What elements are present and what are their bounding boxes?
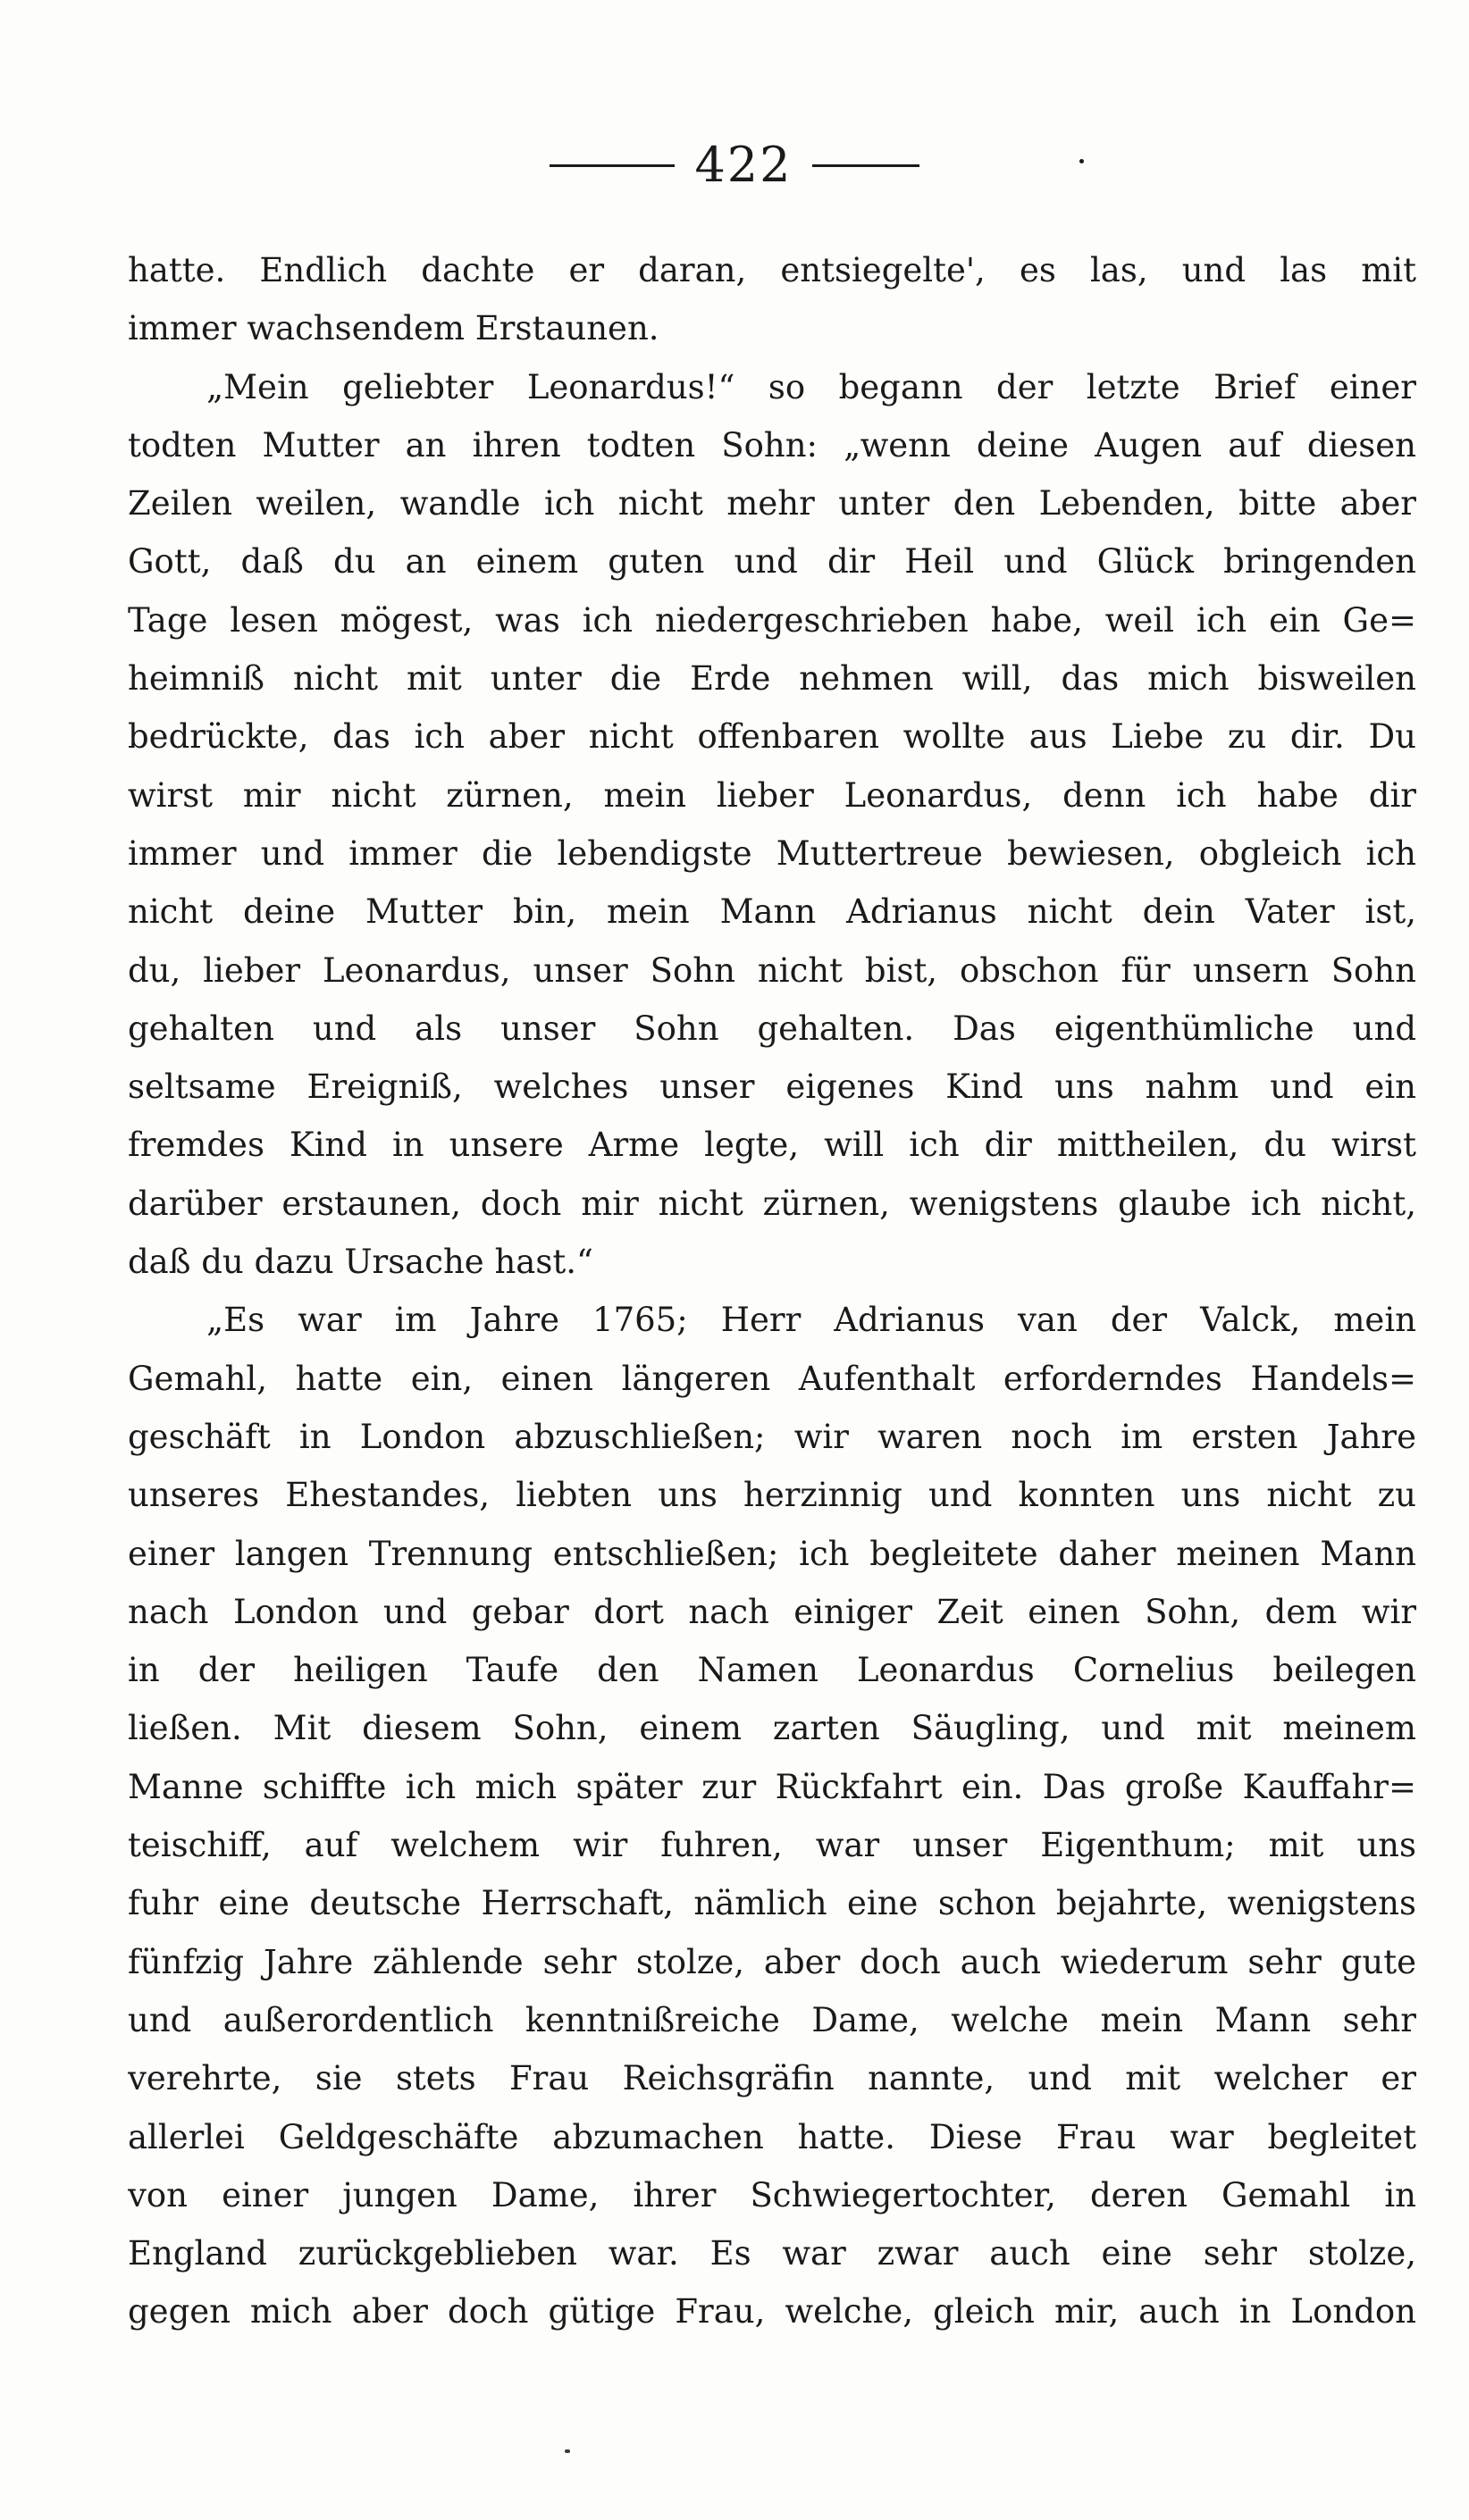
text-line: seltsame Ereigniß, welches unser eigenes Kind uns nahm und ein: [128, 1067, 1416, 1107]
text-line: Gott, daß du an einem guten und dir Heil und Glück bringenden: [128, 542, 1416, 582]
page-number: 422: [694, 137, 793, 193]
text-line: wirst mir nicht zürnen, mein lieber Leonardus, denn ich habe dir: [128, 775, 1416, 815]
text-line: bedrückte, das ich aber nicht offenbaren wollte aus Liebe zu dir. Du: [128, 717, 1416, 757]
text-line: allerlei Geldgeschäfte abzumachen hatte. Diese Frau war begleitet: [128, 2117, 1416, 2156]
text-line: „Mein geliebter Leonardus!“ so begann der letzte Brief einer: [206, 367, 1416, 406]
text-line: unseres Ehestandes, liebten uns herzinnig und konnten uns nicht zu: [128, 1476, 1416, 1515]
text-line: teischiff, auf welchem wir fuhren, war unser Eigenthum; mit uns: [128, 1826, 1416, 1865]
text-line: immer wachsendem Erstaunen.: [128, 309, 659, 348]
text-line: fuhr eine deutsche Herrschaft, nämlich eine schon bejahrte, wenigstens: [128, 1884, 1416, 1923]
text-line: daß du dazu Ursache hast.“: [128, 1243, 593, 1282]
text-line: Gemahl, hatte ein, einen längeren Aufenthalt erforderndes Handels=: [128, 1359, 1416, 1398]
text-line: nach London und gebar dort nach einiger Zeit einen Sohn, dem wir: [128, 1592, 1416, 1631]
text-line: geschäft in London abzuschließen; wir waren noch im ersten Jahre: [128, 1417, 1416, 1456]
text-line: Zeilen weilen, wandle ich nicht mehr unter den Lebenden, bitte aber: [128, 484, 1416, 523]
text-line: Tage lesen mögest, was ich niedergeschrieben habe, weil ich ein Ge=: [128, 600, 1416, 640]
text-line: nicht deine Mutter bin, mein Mann Adrianus nicht dein Vater ist,: [128, 892, 1416, 932]
text-line: ließen. Mit diesem Sohn, einem zarten Säugling, und mit meinem: [128, 1709, 1416, 1748]
text-line: immer und immer die lebendigste Muttertreue bewiesen, obgleich ich: [128, 833, 1416, 873]
text-line: gehalten und als unser Sohn gehalten. Das eigenthümliche und: [128, 1009, 1416, 1048]
header-rule-left: [550, 164, 675, 167]
body-text: [128, 241, 1416, 2341]
text-line: Manne schiffte ich mich später zur Rückfahrt ein. Das große Kauffahr=: [128, 1767, 1416, 1806]
text-line: verehrte, sie stets Frau Reichsgräfin nannte, und mit welcher er: [128, 2059, 1416, 2098]
text-line: gegen mich aber doch gütige Frau, welche, gleich mir, auch in London: [128, 2292, 1416, 2332]
text-line: fünfzig Jahre zählende sehr stolze, aber doch auch wiederum sehr gute: [128, 1942, 1416, 1981]
text-line: einer langen Trennung entschließen; ich begleitete daher meinen Mann: [128, 1534, 1416, 1573]
text-line: darüber erstaunen, doch mir nicht zürnen, wenigstens glaube ich nicht,: [128, 1184, 1416, 1223]
text-line: von einer jungen Dame, ihrer Schwiegertochter, deren Gemahl in: [128, 2175, 1416, 2214]
page-header: [0, 134, 1469, 197]
text-line: todten Mutter an ihren todten Sohn: „wenn deine Augen auf diesen: [128, 425, 1416, 465]
text-line: England zurückgeblieben war. Es war zwar auch eine sehr stolze,: [128, 2234, 1416, 2273]
header-dot-mark: [1079, 159, 1084, 163]
text-line: heimniß nicht mit unter die Erde nehmen will, das mich bisweilen: [128, 659, 1416, 699]
text-line: fremdes Kind in unsere Arme legte, will ich dir mittheilen, du wirst: [128, 1126, 1416, 1165]
text-line: und außerordentlich kenntnißreiche Dame, welche mein Mann sehr: [128, 2000, 1416, 2039]
footer-ink-mark: [565, 2449, 570, 2453]
text-line: in der heiligen Taufe den Namen Leonardus Cornelius beilegen: [128, 1651, 1416, 1690]
header-rule-right: [812, 164, 919, 167]
text-line: „Es war im Jahre 1765; Herr Adrianus van der Valck, mein: [206, 1301, 1416, 1340]
text-line: hatte. Endlich dachte er daran, entsiegelte', es las, und las mit: [128, 251, 1416, 289]
text-line: du, lieber Leonardus, unser Sohn nicht bist, obschon für unsern Sohn: [128, 950, 1416, 990]
